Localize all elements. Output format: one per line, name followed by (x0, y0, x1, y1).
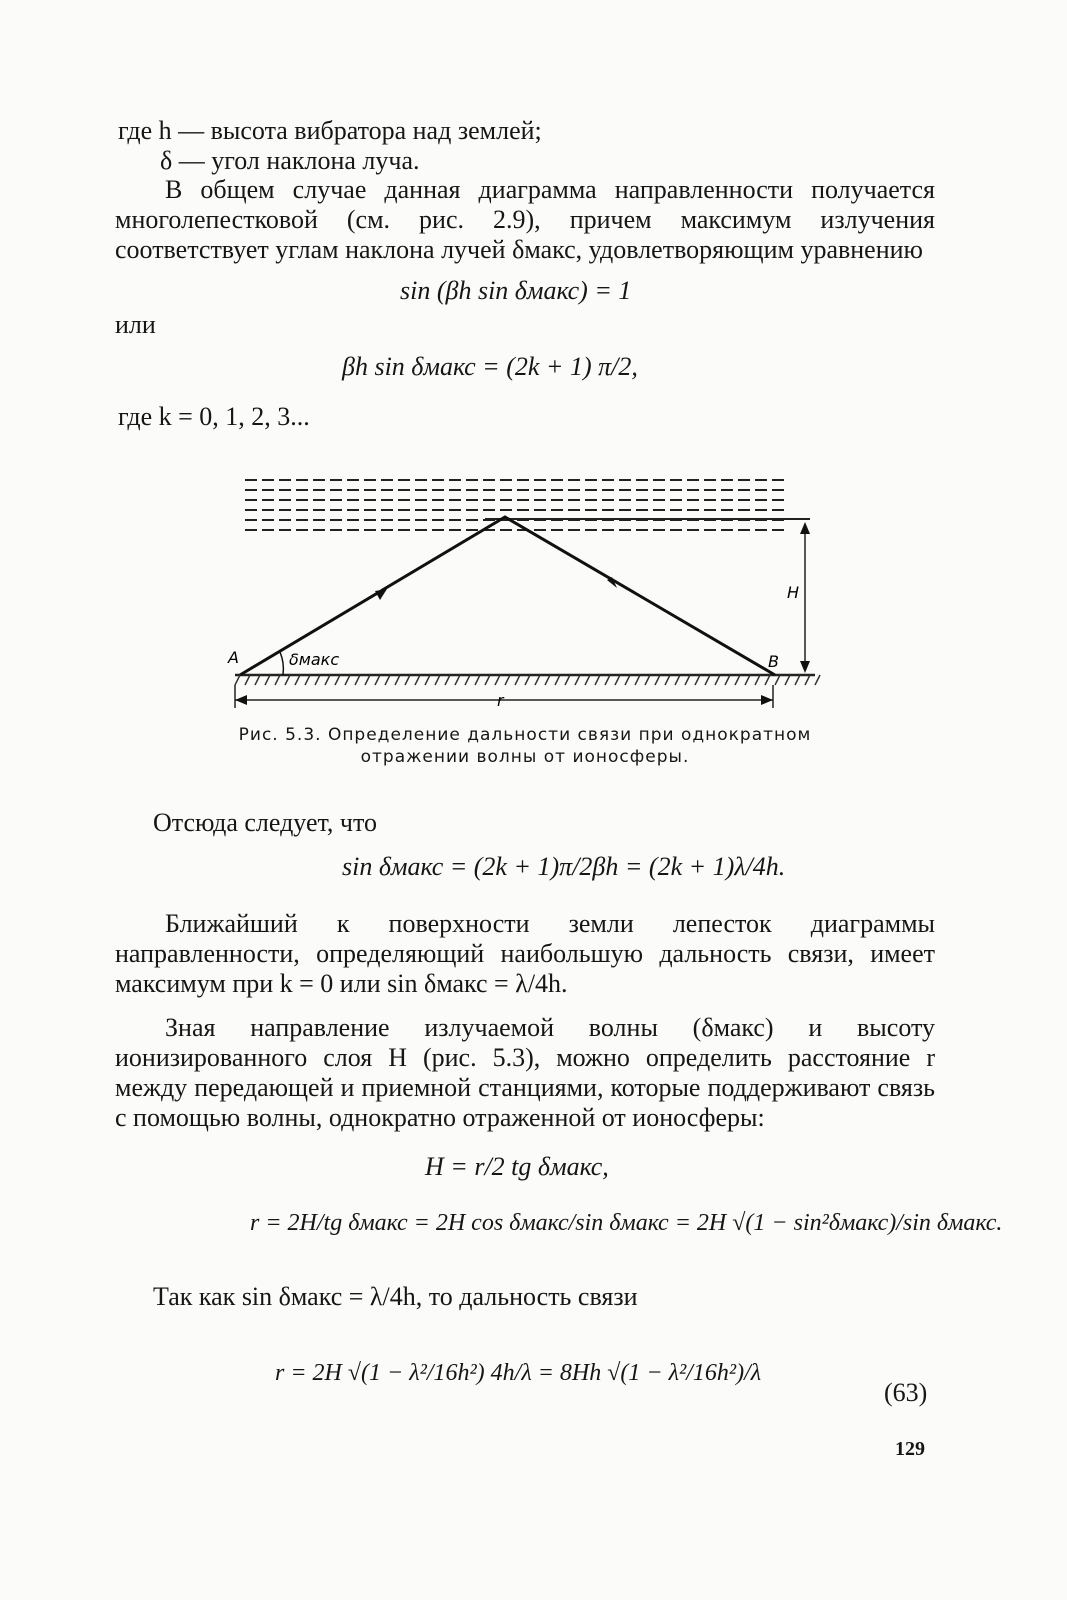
arrow-left-icon (235, 695, 247, 705)
ground-hatching (235, 675, 820, 685)
formula-6: r = 2H √(1 − λ²/16h²) 4h/λ = 8Hh √(1 − λ²/16h²)/λ (275, 1360, 762, 1386)
formula-4: H = r/2 tg δмакс, (425, 1152, 609, 1181)
label-b: B (768, 652, 779, 671)
equation-number: (63) (884, 1378, 928, 1407)
angle-arc (280, 652, 283, 675)
page-number: 129 (895, 1438, 925, 1460)
figure-ionosphere-diagram (225, 470, 830, 730)
paragraph-1: В общем случае данная диаграмма направленности получается многолепестковой (см. рис. 2.9), причем максимум излучения соответствует углам наклона лучей δмакс, удовлетворяющим уравнению (115, 175, 935, 264)
arrow-bottom-icon (800, 661, 810, 673)
label-r: r (497, 691, 504, 710)
text-line-delta: δ — угол наклона луча. (160, 146, 420, 175)
formula-5: r = 2H/tg δмакс = 2H cos δмакс/sin δмакс = 2H √(1 − sin²δмакс)/sin δмакс. (250, 1210, 1003, 1236)
label-h: H (787, 583, 800, 602)
text-otsyuda: Отсюда следует, что (153, 808, 378, 837)
text-line-h: где h — высота вибратора над землей; (118, 116, 542, 145)
formula-3: sin δмакс = (2k + 1)π/2βh = (2k + 1)λ/4h. (342, 852, 786, 881)
paragraph-3: Зная направление излучаемой волны (δмакс) и высоту ионизированного слоя H (рис. 5.3), можно определить расстояние r между передающей и приемной станциями, которые поддерживают связь с помощью волны, однократно отраженной от ионосферы: (115, 1013, 935, 1132)
label-a: A (228, 648, 239, 667)
paragraph-2: Ближайший к поверхности земли лепесток диаграммы направленности, определяющий наибольшую дальность связи, имеет максимум при k = 0 или sin δмакс = λ/4h. (115, 909, 935, 998)
text-tak-kak: Так как sin δмакс = λ/4h, то дальность связи (153, 1282, 638, 1311)
arrow-right-icon (761, 695, 773, 705)
text-k-values: где k = 0, 1, 2, 3... (118, 402, 310, 431)
arrow-top-icon (800, 522, 810, 534)
text-ili: или (115, 310, 156, 339)
formula-1: sin (βh sin δмакс) = 1 (400, 276, 632, 305)
label-delta: δмакс (289, 650, 340, 669)
formula-2: βh sin δмакс = (2k + 1) π/2, (342, 352, 638, 381)
figure-caption: Рис. 5.3. Определение дальности связи при однократном отражении волны от ионосферы. (238, 725, 812, 767)
